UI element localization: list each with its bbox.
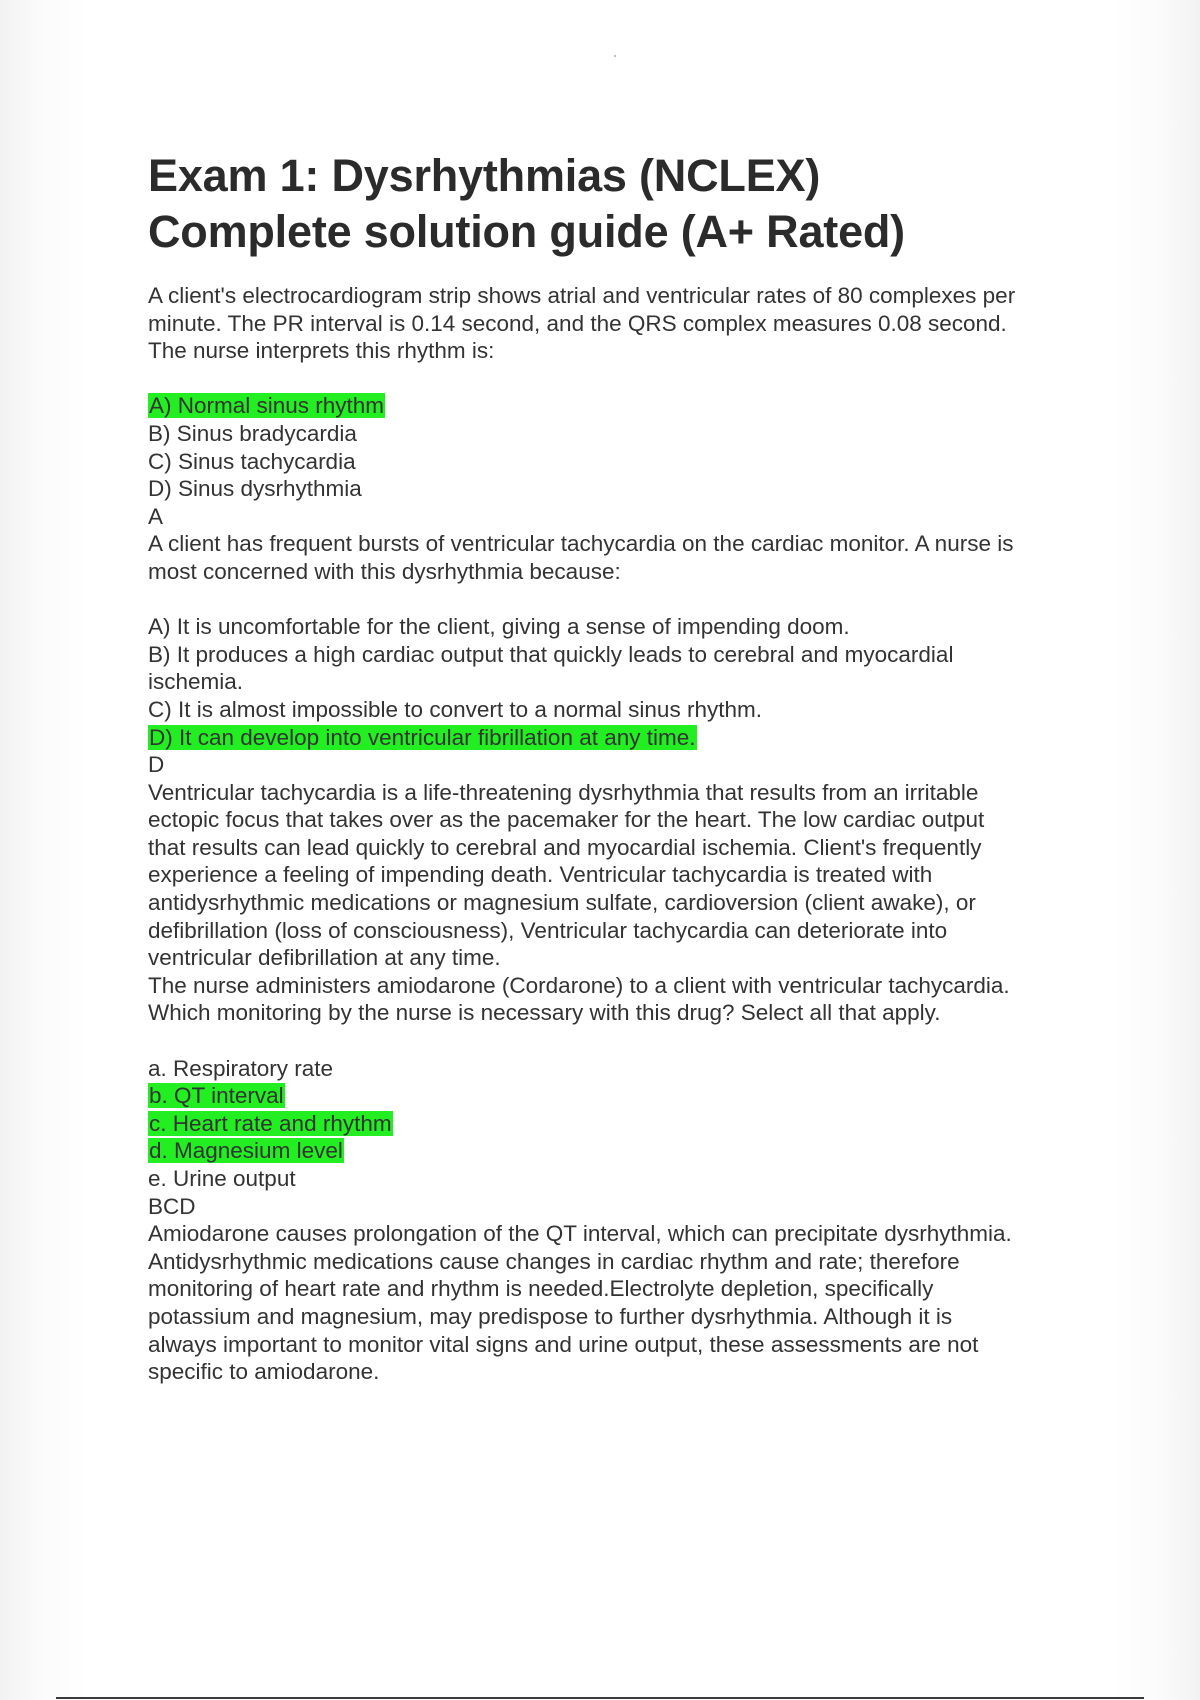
question-1: [148, 282, 1088, 530]
q2-option-c: C) It is almost impossible to convert to a normal sinus rhythm.: [148, 696, 762, 722]
q1-stem-line: minute. The PR interval is 0.14 second, and the QRS complex measures 0.08 second.: [148, 310, 1007, 336]
q1-answer-key: A: [148, 503, 164, 529]
q3-option-a: a. Respiratory rate: [148, 1055, 334, 1081]
q3-answer-key: BCD: [148, 1193, 196, 1219]
scan-speck: [614, 55, 616, 57]
q1-stem-line: The nurse interprets this rhythm is:: [148, 338, 495, 364]
q2-option-a: A) It is uncomfortable for the client, giving a sense of impending doom.: [148, 614, 850, 640]
q3-option-c: [148, 1110, 1088, 1138]
q3-stem-line: Which monitoring by the nurse is necessary with this drug? Select all that apply.: [148, 1000, 941, 1026]
title-line-2: Complete solution guide (A+ Rated): [148, 206, 905, 257]
q3-option-b: [148, 1082, 1088, 1110]
q2-rationale-line: defibrillation (loss of consciousness), Ventricular tachycardia can deteriorate into: [148, 917, 948, 943]
q3-rationale-line: potassium and magnesium, may predispose to further dysrhythmia. Although it is: [148, 1303, 953, 1329]
question-3: [148, 972, 1088, 1386]
highlighted-answer: b. QT interval: [149, 1083, 284, 1109]
question-2: [148, 530, 1088, 972]
q1-stem-line: A client's electrocardiogram strip shows atrial and ventricular rates of 80 complexes per: [148, 283, 1016, 308]
spacer: [148, 1027, 1088, 1055]
q3-stem-line: The nurse administers amiodarone (Cordarone) to a client with ventricular tachycardia.: [148, 972, 1010, 998]
q1-option-a: [148, 392, 1088, 420]
spacer: [148, 365, 1088, 393]
highlighted-answer: d. Magnesium level: [149, 1138, 343, 1164]
q3-option-d: [148, 1137, 1088, 1165]
q2-option-d: [148, 724, 1088, 752]
q2-rationale-line: antidysrhythmic medications or magnesium sulfate, cardioversion (client awake), or: [148, 890, 976, 916]
document-title: [148, 148, 1088, 260]
q2-rationale-line: ventricular defibrillation at any time.: [148, 945, 501, 971]
q2-option-b-cont: ischemia.: [148, 669, 244, 695]
q2-answer-key: D: [148, 752, 165, 778]
spacer: [148, 586, 1088, 614]
page-bottom-rule: [56, 1697, 1144, 1699]
q2-rationale-line: that results can lead quickly to cerebral and myocardial ischemia. Client's frequently: [148, 834, 982, 860]
q2-rationale-line: experience a feeling of impending death. Ventricular tachycardia is treated with: [148, 862, 933, 888]
q1-option-b: B) Sinus bradycardia: [148, 420, 357, 446]
q3-rationale-line: always important to monitor vital signs and urine output, these assessments are not: [148, 1331, 979, 1357]
q1-option-c: C) Sinus tachycardia: [148, 448, 356, 474]
q2-stem-line: most concerned with this dysrhythmia because:: [148, 558, 621, 584]
highlighted-answer: c. Heart rate and rhythm: [149, 1110, 392, 1136]
q2-stem-line: A client has frequent bursts of ventricular tachycardia on the cardiac monitor. A nurse is: [148, 531, 1014, 557]
q3-rationale-line: specific to amiodarone.: [148, 1359, 380, 1385]
highlighted-answer: A) Normal sinus rhythm: [149, 393, 385, 419]
q3-rationale-line: monitoring of heart rate and rhythm is needed.Electrolyte depletion, specifically: [148, 1276, 934, 1302]
q3-rationale-line: Antidysrhythmic medications cause changes in cardiac rhythm and rate; therefore: [148, 1248, 960, 1274]
q3-option-e: e. Urine output: [148, 1166, 296, 1191]
title-line-1: Exam 1: Dysrhythmias (NCLEX): [148, 150, 821, 201]
q1-option-d: D) Sinus dysrhythmia: [148, 476, 362, 502]
highlighted-answer: D) It can develop into ventricular fibrillation at any time.: [149, 724, 696, 750]
q2-rationale-line: ectopic focus that takes over as the pacemaker for the heart. The low cardiac output: [148, 807, 985, 833]
q3-rationale-line: Amiodarone causes prolongation of the QT interval, which can precipitate dysrhythmia.: [148, 1221, 1012, 1247]
document-body: [148, 148, 1088, 1386]
q2-rationale-line: Ventricular tachycardia is a life-threatening dysrhythmia that results from an irritable: [148, 779, 979, 805]
q2-option-b: B) It produces a high cardiac output that quickly leads to cerebral and myocardial: [148, 641, 954, 667]
